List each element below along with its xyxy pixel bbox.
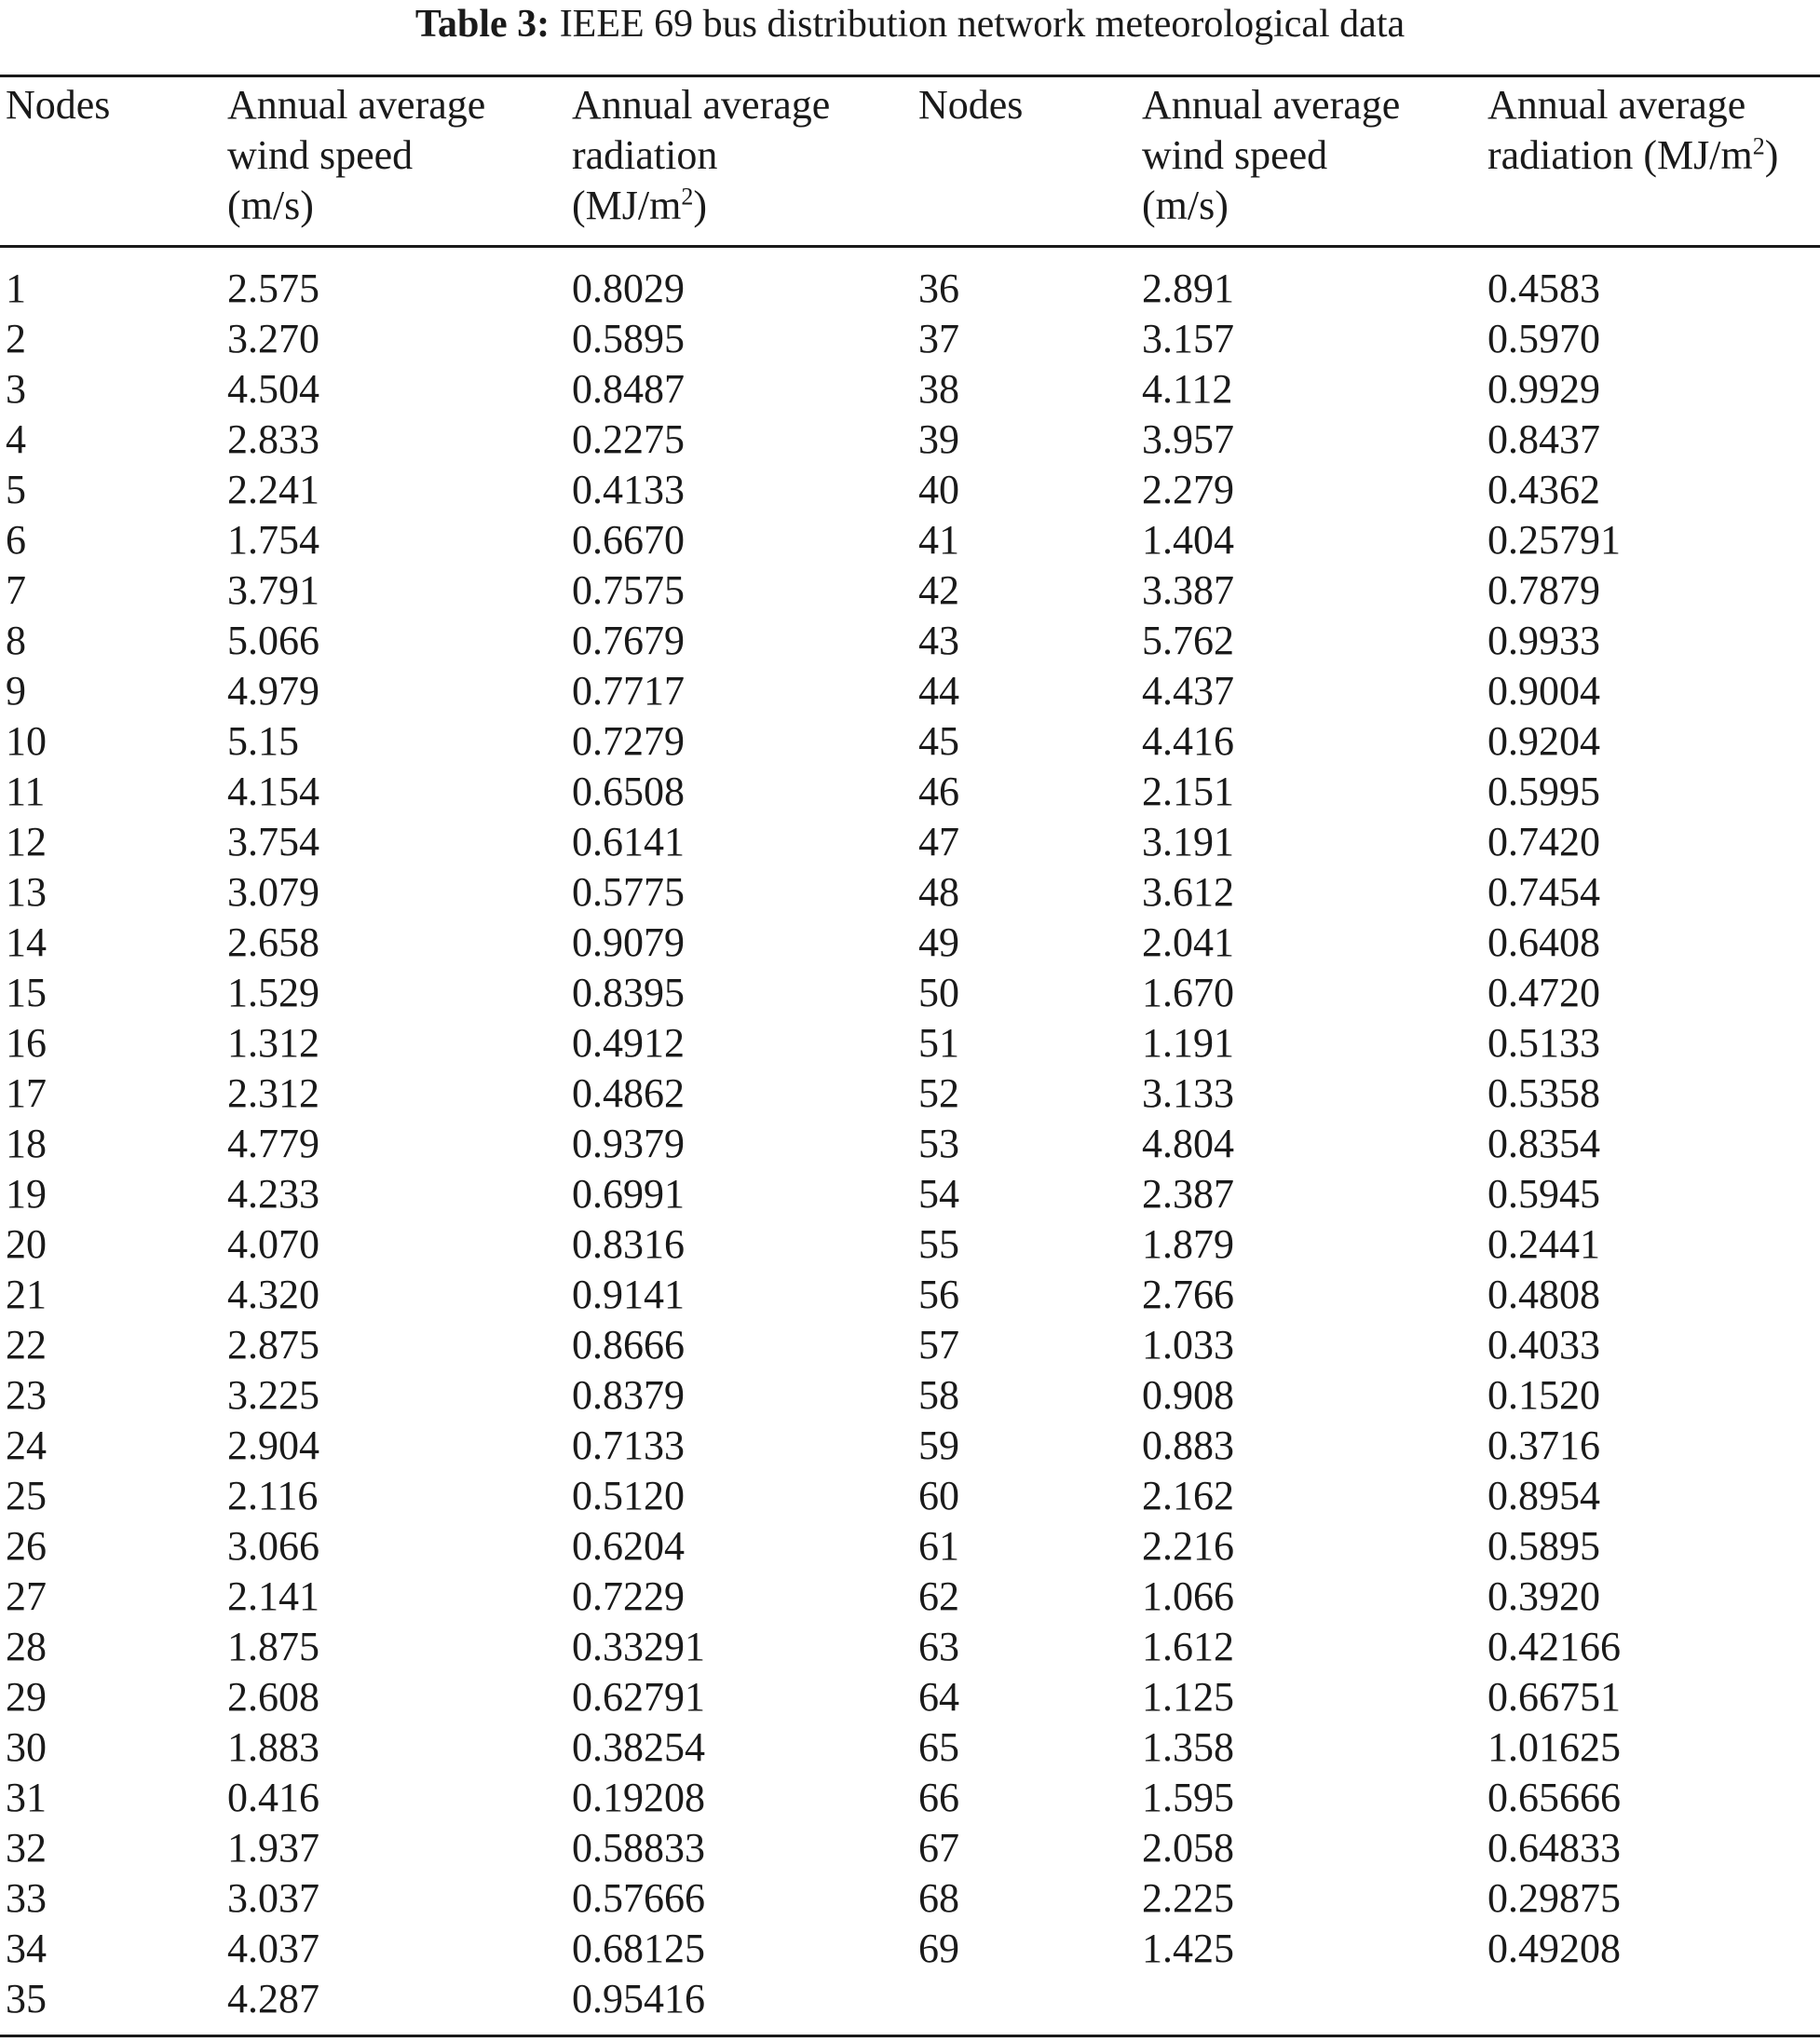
cell-radiation-right: 0.4583 [1487, 265, 1600, 311]
cell-node-left: 20 [6, 1221, 47, 1267]
cell-node-right: 50 [918, 970, 959, 1015]
cell-wind-speed-left: 2.116 [227, 1473, 319, 1518]
cell-radiation-left: 0.8316 [572, 1221, 685, 1267]
cell-radiation-left: 0.2275 [572, 416, 685, 462]
cell-node-right: 69 [918, 1926, 959, 1971]
cell-node-right: 55 [918, 1221, 959, 1267]
cell-node-left: 33 [6, 1875, 47, 1921]
cell-wind-speed-right: 3.957 [1142, 416, 1234, 462]
cell-radiation-left: 0.7679 [572, 618, 685, 663]
cell-radiation-left: 0.7575 [572, 567, 685, 613]
cell-radiation-right: 0.64833 [1487, 1825, 1621, 1871]
cell-radiation-left: 0.95416 [572, 1976, 705, 2022]
cell-wind-speed-right: 1.125 [1142, 1674, 1234, 1720]
cell-wind-speed-right: 1.191 [1142, 1020, 1234, 1066]
cell-wind-speed-left: 4.504 [227, 366, 319, 412]
cell-radiation-left: 0.6204 [572, 1523, 685, 1569]
cell-wind-speed-left: 3.037 [227, 1875, 319, 1921]
cell-radiation-left: 0.19208 [572, 1775, 705, 1820]
table-row [0, 1421, 1820, 1471]
table-row [0, 1270, 1820, 1320]
cell-wind-speed-right: 1.066 [1142, 1573, 1234, 1619]
cell-node-right: 56 [918, 1272, 959, 1317]
table-row [0, 1722, 1820, 1773]
cell-node-left: 11 [6, 769, 46, 814]
cell-radiation-left: 0.4912 [572, 1020, 685, 1066]
cell-wind-speed-right: 3.612 [1142, 869, 1234, 915]
cell-radiation-left: 0.6508 [572, 769, 685, 814]
table-row [0, 1069, 1820, 1119]
cell-node-right: 51 [918, 1020, 959, 1066]
cell-node-left: 6 [6, 517, 26, 563]
cell-node-right: 64 [918, 1674, 959, 1720]
cell-node-right: 46 [918, 769, 959, 814]
cell-wind-speed-right: 1.425 [1142, 1926, 1234, 1971]
cell-wind-speed-right: 4.112 [1142, 366, 1233, 412]
cell-node-right: 63 [918, 1624, 959, 1669]
table-row [0, 314, 1820, 364]
table-row [0, 565, 1820, 616]
cell-wind-speed-right: 2.766 [1142, 1272, 1234, 1317]
table-row [0, 1169, 1820, 1219]
cell-radiation-right: 0.7879 [1487, 567, 1600, 613]
cell-radiation-right: 0.5970 [1487, 316, 1600, 361]
table-row [0, 767, 1820, 817]
cell-node-left: 1 [6, 265, 26, 311]
cell-wind-speed-left: 1.937 [227, 1825, 319, 1871]
cell-radiation-left: 0.7279 [572, 718, 685, 764]
table-row [0, 1672, 1820, 1722]
cell-radiation-left: 0.7717 [572, 668, 685, 714]
cell-node-right: 43 [918, 618, 959, 663]
table-row [0, 1471, 1820, 1521]
cell-wind-speed-left: 3.079 [227, 869, 319, 915]
table-row [0, 1018, 1820, 1069]
cell-radiation-right: 0.3920 [1487, 1573, 1600, 1619]
cell-wind-speed-left: 2.575 [227, 265, 319, 311]
cell-radiation-right: 0.1520 [1487, 1372, 1600, 1418]
table-header [0, 80, 1820, 238]
cell-node-right: 57 [918, 1322, 959, 1368]
table-row [0, 1873, 1820, 1924]
table-row [0, 918, 1820, 968]
table-row [0, 1320, 1820, 1370]
cell-wind-speed-left: 4.233 [227, 1171, 319, 1217]
cell-radiation-right: 0.4362 [1487, 467, 1600, 512]
table-title: IEEE 69 bus distribution network meteorological data [559, 3, 1406, 46]
cell-radiation-left: 0.33291 [572, 1624, 705, 1669]
cell-node-left: 7 [6, 567, 26, 613]
cell-radiation-right: 0.9933 [1487, 618, 1600, 663]
cell-node-left: 21 [6, 1272, 47, 1317]
cell-wind-speed-left: 2.833 [227, 416, 319, 462]
cell-wind-speed-left: 2.904 [227, 1423, 319, 1468]
cell-wind-speed-right: 4.804 [1142, 1121, 1234, 1166]
cell-radiation-left: 0.38254 [572, 1724, 705, 1770]
cell-node-left: 27 [6, 1573, 47, 1619]
cell-wind-speed-left: 4.320 [227, 1272, 319, 1317]
cell-radiation-left: 0.6991 [572, 1171, 685, 1217]
table-row [0, 364, 1820, 415]
cell-radiation-left: 0.8379 [572, 1372, 685, 1418]
cell-radiation-left: 0.5895 [572, 316, 685, 361]
cell-radiation-left: 0.5775 [572, 869, 685, 915]
cell-wind-speed-right: 1.612 [1142, 1624, 1234, 1669]
cell-radiation-right: 0.7420 [1487, 819, 1600, 864]
cell-wind-speed-right: 2.041 [1142, 919, 1234, 965]
cell-wind-speed-left: 0.416 [227, 1775, 319, 1820]
cell-wind-speed-right: 3.191 [1142, 819, 1234, 864]
table-caption [0, 0, 1820, 48]
cell-node-right: 54 [918, 1171, 959, 1217]
cell-wind-speed-left: 1.312 [227, 1020, 319, 1066]
cell-node-left: 14 [6, 919, 47, 965]
cell-node-left: 5 [6, 467, 26, 512]
table-row [0, 616, 1820, 666]
table-row [0, 1219, 1820, 1270]
cell-node-right: 36 [918, 265, 959, 311]
cell-radiation-right: 0.7454 [1487, 869, 1600, 915]
cell-wind-speed-right: 2.162 [1142, 1473, 1234, 1518]
table-row [0, 968, 1820, 1018]
table-label: Table 3: [414, 3, 550, 46]
cell-node-right: 61 [918, 1523, 959, 1569]
cell-node-left: 24 [6, 1423, 47, 1468]
cell-wind-speed-right: 1.033 [1142, 1322, 1234, 1368]
cell-wind-speed-left: 3.754 [227, 819, 319, 864]
cell-radiation-right: 0.6408 [1487, 919, 1600, 965]
cell-node-right: 66 [918, 1775, 959, 1820]
cell-wind-speed-left: 5.066 [227, 618, 319, 663]
cell-wind-speed-left: 3.270 [227, 316, 319, 361]
cell-node-left: 15 [6, 970, 47, 1015]
cell-wind-speed-left: 3.791 [227, 567, 319, 613]
cell-radiation-left: 0.6141 [572, 819, 685, 864]
cell-wind-speed-left: 2.875 [227, 1322, 319, 1368]
table-row [0, 1773, 1820, 1823]
cell-node-left: 19 [6, 1171, 47, 1217]
cell-radiation-right: 0.5995 [1487, 769, 1600, 814]
cell-wind-speed-left: 4.779 [227, 1121, 319, 1166]
cell-node-right: 68 [918, 1875, 959, 1921]
cell-node-right: 60 [918, 1473, 959, 1518]
cell-wind-speed-left: 2.141 [227, 1573, 319, 1619]
table-row [0, 1622, 1820, 1672]
cell-wind-speed-right: 0.883 [1142, 1423, 1234, 1468]
table-row [0, 1924, 1820, 1974]
cell-radiation-right: 0.9204 [1487, 718, 1600, 764]
cell-radiation-right: 0.42166 [1487, 1624, 1621, 1669]
cell-radiation-right: 0.9929 [1487, 366, 1600, 412]
cell-node-left: 16 [6, 1020, 47, 1066]
cell-radiation-right: 0.4808 [1487, 1272, 1600, 1317]
cell-radiation-left: 0.68125 [572, 1926, 705, 1971]
cell-radiation-left: 0.62791 [572, 1674, 705, 1720]
cell-wind-speed-right: 1.404 [1142, 517, 1234, 563]
cell-wind-speed-right: 3.157 [1142, 316, 1234, 361]
cell-wind-speed-left: 4.037 [227, 1926, 319, 1971]
cell-radiation-left: 0.9079 [572, 919, 685, 965]
table-row [0, 666, 1820, 716]
cell-node-right: 47 [918, 819, 959, 864]
cell-wind-speed-right: 2.891 [1142, 265, 1234, 311]
cell-wind-speed-right: 1.358 [1142, 1724, 1234, 1770]
header-rule [0, 245, 1820, 248]
cell-wind-speed-left: 1.754 [227, 517, 319, 563]
cell-node-right: 52 [918, 1070, 959, 1116]
cell-radiation-right: 0.66751 [1487, 1674, 1621, 1720]
cell-node-left: 30 [6, 1724, 47, 1770]
cell-radiation-right: 0.2441 [1487, 1221, 1600, 1267]
cell-radiation-right: 0.8354 [1487, 1121, 1600, 1166]
cell-wind-speed-left: 4.154 [227, 769, 319, 814]
cell-wind-speed-right: 2.058 [1142, 1825, 1234, 1871]
cell-wind-speed-right: 5.762 [1142, 618, 1234, 663]
cell-radiation-right: 0.49208 [1487, 1926, 1621, 1971]
cell-radiation-left: 0.7133 [572, 1423, 685, 1468]
cell-wind-speed-right: 2.151 [1142, 769, 1234, 814]
table-row [0, 716, 1820, 767]
cell-wind-speed-left: 2.312 [227, 1070, 319, 1116]
bottom-rule [0, 2035, 1820, 2037]
cell-wind-speed-left: 1.529 [227, 970, 319, 1015]
table-row [0, 465, 1820, 515]
cell-node-right: 37 [918, 316, 959, 361]
cell-wind-speed-right: 2.225 [1142, 1875, 1234, 1921]
cell-node-left: 31 [6, 1775, 47, 1820]
cell-node-left: 17 [6, 1070, 47, 1116]
header-nodes-left: Nodes [6, 82, 111, 128]
cell-node-left: 3 [6, 366, 26, 412]
cell-wind-speed-right: 4.416 [1142, 718, 1234, 764]
cell-node-right: 58 [918, 1372, 959, 1418]
table-row [0, 817, 1820, 867]
cell-radiation-left: 0.4133 [572, 467, 685, 512]
cell-wind-speed-right: 2.216 [1142, 1523, 1234, 1569]
table-row [0, 1823, 1820, 1873]
cell-node-left: 12 [6, 819, 47, 864]
cell-node-right: 62 [918, 1573, 959, 1619]
cell-wind-speed-right: 2.387 [1142, 1171, 1234, 1217]
cell-wind-speed-left: 4.287 [227, 1976, 319, 2022]
cell-wind-speed-left: 2.241 [227, 467, 319, 512]
cell-radiation-left: 0.8395 [572, 970, 685, 1015]
cell-radiation-right: 0.65666 [1487, 1775, 1621, 1820]
cell-wind-speed-left: 2.658 [227, 919, 319, 965]
cell-radiation-right: 0.25791 [1487, 517, 1621, 563]
cell-radiation-right: 0.8437 [1487, 416, 1600, 462]
cell-node-left: 35 [6, 1976, 47, 2022]
cell-node-left: 8 [6, 618, 26, 663]
cell-wind-speed-left: 4.979 [227, 668, 319, 714]
cell-radiation-right: 0.8954 [1487, 1473, 1600, 1518]
table-row [0, 1974, 1820, 2024]
header-wind-speed-right: Annual average wind speed (m/s) [1142, 82, 1401, 228]
top-rule [0, 75, 1820, 77]
cell-wind-speed-right: 0.908 [1142, 1372, 1234, 1418]
cell-wind-speed-right: 3.133 [1142, 1070, 1234, 1116]
cell-wind-speed-right: 3.387 [1142, 567, 1234, 613]
table-row [0, 1370, 1820, 1421]
cell-radiation-left: 0.7229 [572, 1573, 685, 1619]
table-row [0, 867, 1820, 918]
table-row [0, 264, 1820, 314]
cell-radiation-right: 1.01625 [1487, 1724, 1621, 1770]
cell-node-right: 39 [918, 416, 959, 462]
table-row [0, 1572, 1820, 1622]
table-row [0, 1521, 1820, 1572]
cell-wind-speed-right: 4.437 [1142, 668, 1234, 714]
table-row [0, 415, 1820, 465]
cell-radiation-left: 0.57666 [572, 1875, 705, 1921]
cell-node-left: 9 [6, 668, 26, 714]
cell-radiation-right: 0.5945 [1487, 1171, 1600, 1217]
cell-wind-speed-left: 3.225 [227, 1372, 319, 1418]
cell-node-left: 18 [6, 1121, 47, 1166]
cell-node-left: 25 [6, 1473, 47, 1518]
table-body [0, 264, 1820, 2024]
cell-node-right: 48 [918, 869, 959, 915]
cell-node-left: 34 [6, 1926, 47, 1971]
header-radiation-right: Annual average radiation $(MJ/m^2)$ [1487, 82, 1779, 178]
cell-node-right: 40 [918, 467, 959, 512]
cell-radiation-right: 0.3716 [1487, 1423, 1600, 1468]
table-row [0, 515, 1820, 565]
cell-wind-speed-left: 2.608 [227, 1674, 319, 1720]
cell-radiation-left: 0.8487 [572, 366, 685, 412]
table-row [0, 1119, 1820, 1169]
cell-node-left: 2 [6, 316, 26, 361]
cell-node-right: 53 [918, 1121, 959, 1166]
cell-node-left: 32 [6, 1825, 47, 1871]
cell-radiation-left: 0.9141 [572, 1272, 685, 1317]
cell-radiation-left: 0.9379 [572, 1121, 685, 1166]
cell-radiation-right: 0.4720 [1487, 970, 1600, 1015]
header-radiation-left: Annual average radiation $(MJ/m^2)$ [572, 82, 831, 228]
header-nodes-right: Nodes [918, 82, 1024, 128]
cell-radiation-left: 0.5120 [572, 1473, 685, 1518]
cell-wind-speed-right: 1.879 [1142, 1221, 1234, 1267]
cell-node-left: 10 [6, 718, 47, 764]
cell-wind-speed-left: 1.883 [227, 1724, 319, 1770]
cell-radiation-left: 0.4862 [572, 1070, 685, 1116]
cell-node-right: 42 [918, 567, 959, 613]
cell-wind-speed-left: 4.070 [227, 1221, 319, 1267]
cell-node-right: 38 [918, 366, 959, 412]
cell-node-left: 23 [6, 1372, 47, 1418]
cell-radiation-right: 0.29875 [1487, 1875, 1621, 1921]
cell-radiation-right: 0.5895 [1487, 1523, 1600, 1569]
cell-wind-speed-left: 5.15 [227, 718, 299, 764]
cell-wind-speed-left: 1.875 [227, 1624, 319, 1669]
cell-node-left: 4 [6, 416, 26, 462]
cell-radiation-left: 0.6670 [572, 517, 685, 563]
cell-radiation-right: 0.5358 [1487, 1070, 1600, 1116]
cell-radiation-left: 0.8029 [572, 265, 685, 311]
cell-node-left: 13 [6, 869, 47, 915]
cell-node-left: 29 [6, 1674, 47, 1720]
cell-node-left: 26 [6, 1523, 47, 1569]
cell-wind-speed-left: 3.066 [227, 1523, 319, 1569]
cell-wind-speed-right: 1.670 [1142, 970, 1234, 1015]
cell-node-left: 28 [6, 1624, 47, 1669]
cell-node-right: 65 [918, 1724, 959, 1770]
cell-radiation-left: 0.8666 [572, 1322, 685, 1368]
cell-node-right: 45 [918, 718, 959, 764]
cell-node-right: 49 [918, 919, 959, 965]
cell-node-right: 41 [918, 517, 959, 563]
cell-radiation-left: 0.58833 [572, 1825, 705, 1871]
header-wind-speed-left: Annual average wind speed (m/s) [227, 82, 486, 228]
cell-wind-speed-right: 2.279 [1142, 467, 1234, 512]
cell-node-right: 67 [918, 1825, 959, 1871]
cell-node-right: 59 [918, 1423, 959, 1468]
cell-wind-speed-right: 1.595 [1142, 1775, 1234, 1820]
cell-radiation-right: 0.4033 [1487, 1322, 1600, 1368]
cell-node-right: 44 [918, 668, 959, 714]
cell-radiation-right: 0.5133 [1487, 1020, 1600, 1066]
cell-node-left: 22 [6, 1322, 47, 1368]
cell-radiation-right: 0.9004 [1487, 668, 1600, 714]
